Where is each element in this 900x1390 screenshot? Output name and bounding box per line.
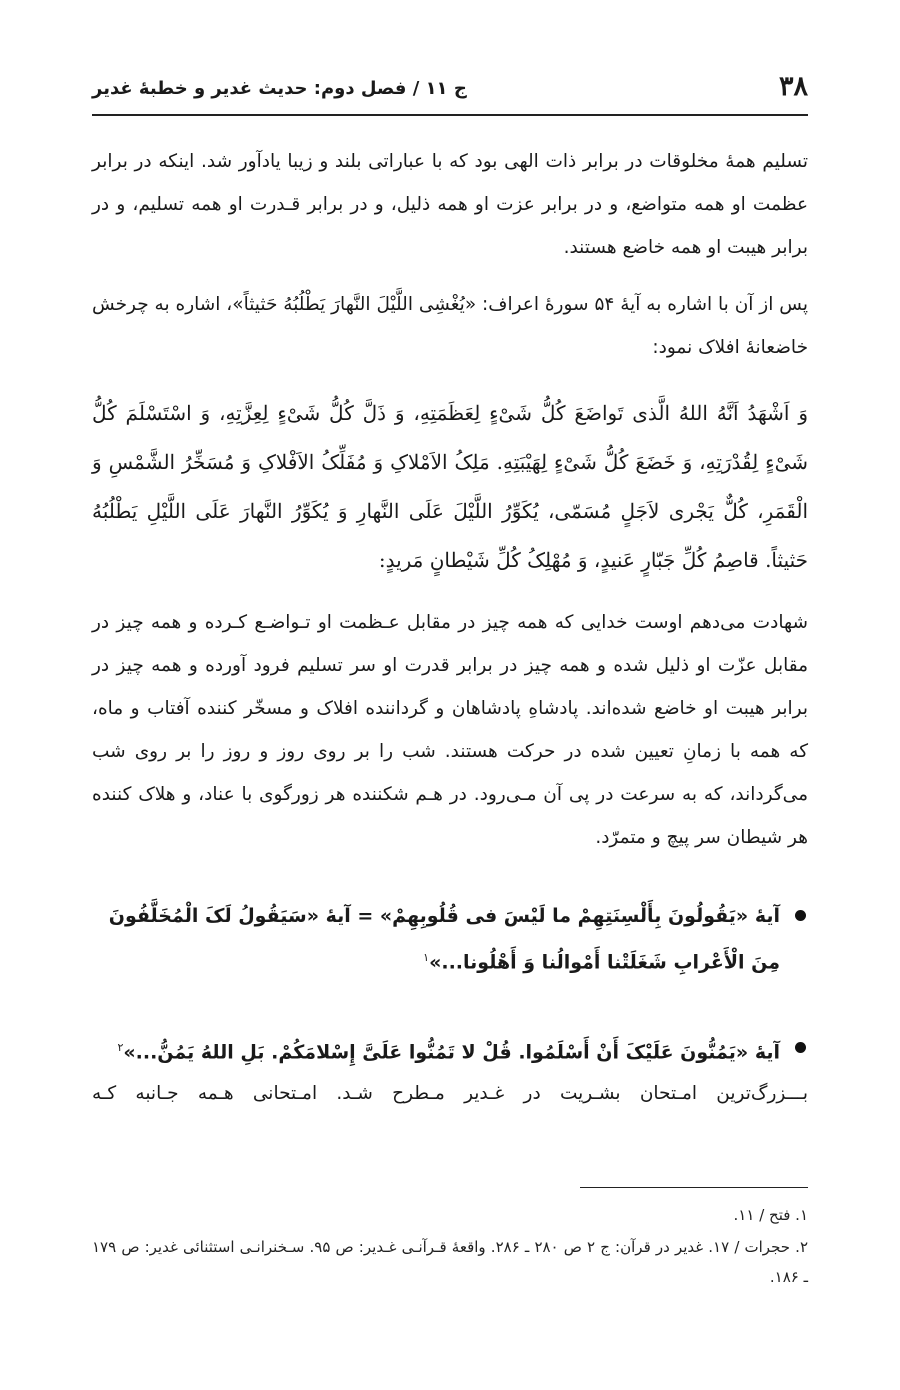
footnotes bbox=[92, 1200, 808, 1294]
page-number: ۳۸ bbox=[778, 71, 808, 102]
paragraph-intro: تسلیم همۀ مخلوقات در برابر ذات الهی بود که با عباراتی بلند و زیبا یادآور شد. اینکه در برابر عظمت او همه متواضع، و در برابر عزت او همه ذلیل، و در برابر قـدرت او همه تسلیم، و در برابر هیبت او همه خاضع هستند. bbox=[92, 151, 808, 258]
footnote-1: ۱. فتح / ۱۱. bbox=[733, 1206, 808, 1224]
bullet-dot-icon bbox=[795, 1042, 806, 1053]
footnote-divider bbox=[580, 1187, 808, 1188]
paragraph-continuation: بـــزرگ‌ترین امـتحان بشـریت در غـدیر مـطرح شـد. امـتحانی هـمه جـانبه کـه bbox=[92, 1082, 808, 1104]
arabic-sermon-quote: وَ اَشْهَدُ اَنَّهُ اللهُ الَّذی تَواضَعَ کُلُّ شَیْءٍ لِعَظَمَتِهِ، وَ ذَلَّ کُلُّ شَیْءٍ لِعِزَّتِهِ، وَ اسْتَسْلَمَ کُلُّ شَیْءٍ لِقُدْرَتِهِ، وَ خَضَعَ کُلُّ شَیْءٍ لِهَیْبَتِهِ. مَلِکُ الاَمْلاکِ وَ مُفَلِّکُ الاَفْلاکِ وَ مُسَخِّرُ الشَّمْسِ وَ الْقَمَرِ، کُلٌّ یَجْری لاَجَلٍ مُسَمّی، یُکَوِّرُ اللَّیْلَ عَلَی النَّهارِ وَ یُکَوِّرُ النَّهارَ عَلَی اللَّیْلِ یَطْلُبُهُ حَثیثاً. قاصِمُ کُلِّ جَبّارٍ عَنیدٍ، وَ مُهْلِکُ کُلِّ شَیْطانٍ مَریدٍ: bbox=[92, 401, 808, 572]
footnote-ref-1: ۱ bbox=[423, 951, 430, 964]
paragraph-translation: شهادت می‌دهم اوست خدایی که همه چیز در مقابل عـظمت او تـواضـع کـرده و همه چیز در مقابل عزّت او ذلیل شده و همه چیز در برابر قدرت او سر تسلیم فرود آورده و همه چیز در برابر هیبت او خاضع شده‌اند. پادشاهِ پادشاهان و گرداننده افلاک و مسخّر کننده آفتاب و ماه، که همه با زمانِ تعیین شده در حرکت هستند. شب را بر روی روز و روز را بر روی شب می‌گرداند، که به سرعت در پی آن مـی‌رود. در هـم شکننده هر زورگوی با عناد، و هلاک کننده هر شیطان سر پیچ و متمرّد. bbox=[92, 612, 808, 848]
header-divider bbox=[92, 114, 808, 116]
bullet-dot-icon bbox=[795, 910, 806, 921]
footnote-2: ۲. حجرات / ۱۷. غدیر در قرآن: ج ۲ ص ۲۸۰ ـ ۲۸۶. واقعۀ قـرآنـی غـدیر: ص ۹۵. سـخنرانـی استثنائی غدیر: ص ۱۷۹ ـ ۱۸۶. bbox=[92, 1238, 809, 1286]
paragraph-araf-reference: پس از آن با اشاره به آیۀ ۵۴ سورۀ اعراف: «یُغْشِی اللَّیْلَ النَّهارَ یَطْلُبُهُ حَثیثاً»، اشاره به چرخش خاضعانۀ افلاک نمود: bbox=[92, 294, 809, 358]
footnote-ref-2: ۲ bbox=[117, 1041, 124, 1055]
running-title: ج ۱۱ / فصل دوم: حدیث غدیر و خطبۀ غدیر bbox=[92, 78, 467, 99]
bullet-verse-1 bbox=[92, 895, 808, 983]
bullet-verse-2-text: آیۀ «یَمُنُّونَ عَلَیْکَ أَنْ أَسْلَمُوا. قُلْ لا تَمُنُّوا عَلَیَّ إِسْلامَکُمْ. بَلِ اللهُ یَمُنُّ...» bbox=[123, 1041, 780, 1064]
bullet-verse-2 bbox=[92, 1027, 808, 1073]
page-body bbox=[92, 140, 808, 1114]
bullet-verse-1-text: آیۀ «یَقُولُونَ بِأَلْسِنَتِهِمْ ما لَیْسَ فی قُلُوبِهِمْ» = آیۀ «سَیَقُولُ لَکَ الْمُخَلَّفُونَ مِنَ الْأَعْرابِ شَغَلَتْنا أَمْوالُنا وَ أَهْلُونا...» bbox=[108, 905, 780, 974]
running-header bbox=[92, 70, 808, 114]
